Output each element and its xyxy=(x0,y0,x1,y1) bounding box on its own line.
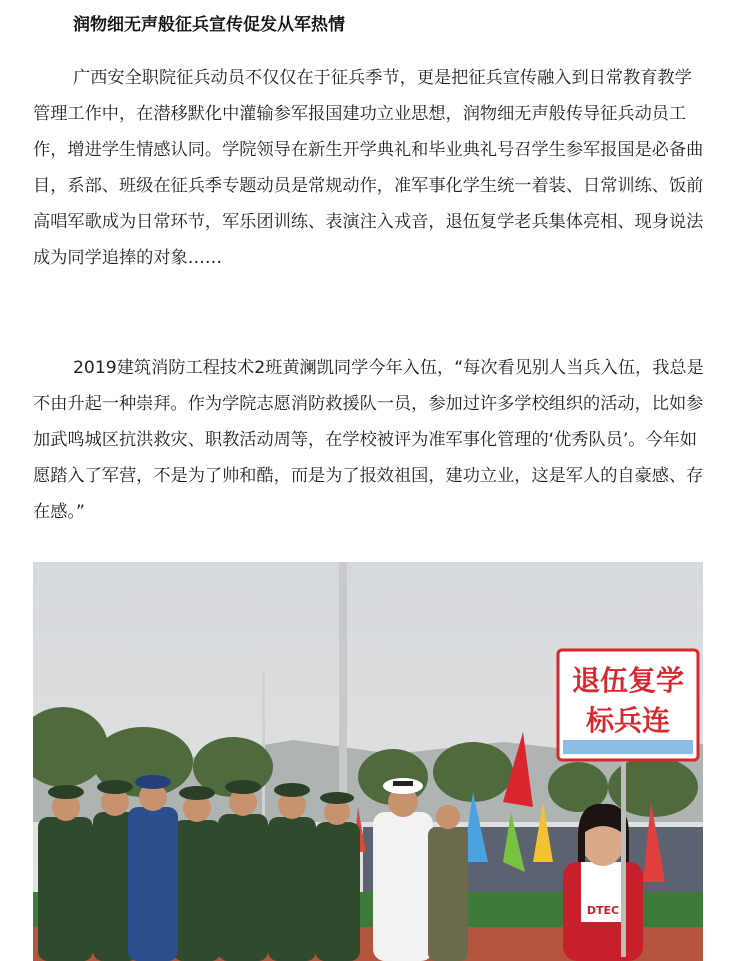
article-paragraph-2: 2019建筑消防工程技术2班黄澜凯同学今年入伍，“每次看见别人当兵入伍，我总是不由升起一种崇拜。作为学院志愿消防救援队一员，参加过许多学校组织的活动，比如参加武鸣城区抗洪救灾、职教活动周等，在学校被评为准军事化管理的‘优秀队员’。今年如愿踏入了军营，不是为了帅和酷，而是为了报效祖国，建功立业，这是军人的自豪感、存在感。” xyxy=(33,358,704,522)
article-heading: 润物细无声般征兵宣传促发从军热情 xyxy=(73,15,345,35)
sign-board xyxy=(558,650,698,760)
article-paragraph-1: 广西安全职院征兵动员不仅仅在于征兵季节，更是把征兵宣传融入到日常教育教学管理工作中，在潜移默化中灌输参军报国建功立业思想，润物细无声般传导征兵动员工作，增进学生情感认同。学院领导在新生开学典礼和毕业典礼号召学生参军报国是必备曲目，系部、班级在征兵季专题动员是常规动作，准军事化学生统一着装、日常训练、饭前高唱军歌成为日常环节，军乐团训练、表演注入戎音，退伍复学老兵集体亮相、现身说法成为同学追捧的对象…… xyxy=(33,68,704,268)
light-pole xyxy=(339,562,347,822)
sign-pole xyxy=(621,757,626,957)
shirt-text: DTEC xyxy=(586,904,620,917)
parade-photo xyxy=(33,562,703,961)
sign-line-1: 退伍复学 xyxy=(571,664,685,697)
sign-line-2: 标兵连 xyxy=(585,704,671,737)
soldiers-green xyxy=(38,812,360,961)
soldier-camo xyxy=(428,827,468,961)
soldier-blue xyxy=(128,807,178,961)
sailor-white xyxy=(373,812,433,961)
